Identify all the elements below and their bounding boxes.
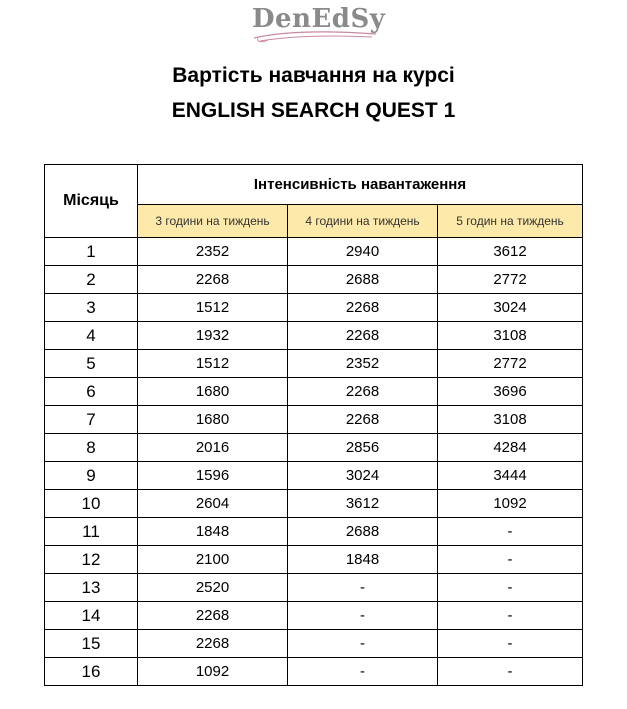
month-cell: 7 — [45, 406, 138, 434]
page-title: Вартість навчання на курсі — [172, 64, 455, 87]
month-cell: 9 — [45, 462, 138, 490]
table-row — [45, 322, 583, 350]
price-cell: 2268 — [138, 602, 288, 630]
month-cell: 8 — [45, 434, 138, 462]
table-row — [45, 490, 583, 518]
table-row — [45, 350, 583, 378]
month-cell: 12 — [45, 546, 138, 574]
price-cell: 1680 — [138, 406, 288, 434]
course-name: ENGLISH SEARCH QUEST 1 — [171, 99, 456, 122]
table-row — [45, 630, 583, 658]
month-cell: 4 — [45, 322, 138, 350]
month-column-header: Місяць — [45, 165, 138, 238]
price-cell: - — [288, 630, 438, 658]
price-cell: 1848 — [138, 518, 288, 546]
price-cell: 2520 — [138, 574, 288, 602]
price-cell: 2688 — [288, 518, 438, 546]
price-cell: 1680 — [138, 378, 288, 406]
intensity-group-header: Інтенсивність навантаження — [138, 165, 583, 205]
price-cell: 1092 — [138, 658, 288, 686]
price-cell: 2772 — [438, 266, 583, 294]
price-cell: 3024 — [288, 462, 438, 490]
price-cell: 2688 — [288, 266, 438, 294]
price-cell: 2604 — [138, 490, 288, 518]
price-cell: 3612 — [438, 238, 583, 266]
cost-table — [44, 164, 583, 686]
price-cell: 2856 — [288, 434, 438, 462]
price-cell: - — [288, 602, 438, 630]
table-row — [45, 266, 583, 294]
price-cell: 2352 — [288, 350, 438, 378]
table-row — [45, 462, 583, 490]
month-cell: 14 — [45, 602, 138, 630]
price-cell: 3024 — [438, 294, 583, 322]
price-cell: 2940 — [288, 238, 438, 266]
price-cell: 1092 — [438, 490, 583, 518]
month-cell: 11 — [45, 518, 138, 546]
table-row — [45, 378, 583, 406]
table-row — [45, 658, 583, 686]
table-row — [45, 518, 583, 546]
month-cell: 1 — [45, 238, 138, 266]
price-cell: 2100 — [138, 546, 288, 574]
price-cell: 1512 — [138, 294, 288, 322]
price-cell: 2352 — [138, 238, 288, 266]
table-row — [45, 602, 583, 630]
price-cell: 1596 — [138, 462, 288, 490]
price-cell: - — [288, 574, 438, 602]
table-row — [45, 434, 583, 462]
price-cell: 3696 — [438, 378, 583, 406]
month-cell: 16 — [45, 658, 138, 686]
table-row — [45, 238, 583, 266]
month-cell: 2 — [45, 266, 138, 294]
month-cell: 13 — [45, 574, 138, 602]
price-cell: 2772 — [438, 350, 583, 378]
price-cell: 2268 — [288, 294, 438, 322]
column-header-4-hours: 4 години на тиждень — [288, 204, 438, 237]
table-row — [45, 546, 583, 574]
price-cell: 1932 — [138, 322, 288, 350]
price-cell: 1848 — [288, 546, 438, 574]
price-cell: 3612 — [288, 490, 438, 518]
price-cell: - — [438, 658, 583, 686]
price-cell: - — [438, 574, 583, 602]
price-cell: 2268 — [288, 322, 438, 350]
brand-logo-text: DenEdSy — [252, 4, 386, 34]
price-cell: 2268 — [288, 378, 438, 406]
column-header-5-hours: 5 годин на тиждень — [438, 204, 583, 237]
logo-swash-icon — [250, 24, 380, 44]
price-cell: 4284 — [438, 434, 583, 462]
price-cell: 3108 — [438, 406, 583, 434]
price-cell: - — [288, 658, 438, 686]
price-cell: 3108 — [438, 322, 583, 350]
brand-logo — [250, 2, 386, 44]
table-row — [45, 406, 583, 434]
price-cell: - — [438, 630, 583, 658]
table-row — [45, 574, 583, 602]
month-cell: 3 — [45, 294, 138, 322]
price-cell: - — [438, 602, 583, 630]
price-cell: 2268 — [138, 266, 288, 294]
price-cell: 1512 — [138, 350, 288, 378]
price-cell: 3444 — [438, 462, 583, 490]
table-row — [45, 294, 583, 322]
price-cell: - — [438, 546, 583, 574]
price-cell: - — [438, 518, 583, 546]
month-cell: 15 — [45, 630, 138, 658]
price-cell: 2016 — [138, 434, 288, 462]
table-body — [45, 238, 583, 686]
price-cell: 2268 — [288, 406, 438, 434]
month-cell: 10 — [45, 490, 138, 518]
column-header-3-hours: 3 години на тиждень — [138, 204, 288, 237]
month-cell: 6 — [45, 378, 138, 406]
price-cell: 2268 — [138, 630, 288, 658]
month-cell: 5 — [45, 350, 138, 378]
